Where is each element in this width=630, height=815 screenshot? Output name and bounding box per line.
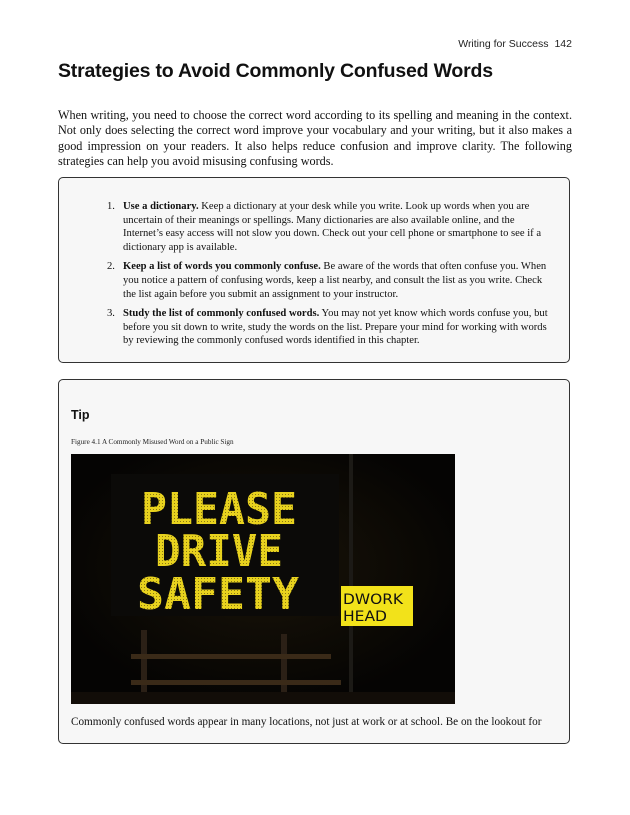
strategies-box — [58, 177, 570, 363]
tip-label: Tip — [71, 408, 90, 422]
sign-line-please: PLEASE — [141, 484, 297, 535]
strategy-item — [107, 200, 551, 254]
sign-line-drive: DRIVE — [155, 526, 283, 577]
small-sign-line-1: DWORK — [343, 592, 404, 608]
strategy-item — [107, 307, 551, 348]
figure-caption: Figure 4.1 A Commonly Misused Word on a Public Sign — [71, 438, 234, 446]
strategy-item — [107, 260, 551, 301]
strategy-number: 2. — [107, 261, 115, 273]
sign-line-safety: SAFETY — [137, 569, 300, 620]
strategies-list — [107, 200, 551, 354]
page-number: 142 — [554, 38, 572, 50]
sign-photo-svg — [71, 454, 455, 704]
strategy-heading: Study the list of commonly confused words. — [123, 308, 320, 320]
strategy-heading: Keep a list of words you commonly confuse. — [123, 261, 321, 273]
page-title: Strategies to Avoid Commonly Confused Words — [58, 60, 493, 82]
sign-photo — [71, 454, 455, 704]
small-sign-line-2: HEAD — [343, 609, 387, 625]
strategy-text: Keep a dictionary at your desk while you write. Look up words when you are uncertain of their meanings or spellings. Many dictionaries are also available online, and the Internet’s easy access will not slow you down. Check out your cell phone or smartphone to see if a dictionary app is available. — [123, 201, 542, 253]
strategy-heading: Use a dictionary. — [123, 201, 199, 212]
strategy-text: Be aware of the words that often confuse you. When you notice a pattern of confusing words, keep a list nearby, and consult the list as you write. Check the list again before you submit an assignment to your instructor. — [123, 261, 547, 300]
strategy-number: 1. — [107, 201, 115, 212]
tip-body-text: Commonly confused words appear in many locations, not just at work or at school. Be on the lookout for — [71, 716, 542, 728]
strategy-text: You may not yet know which words confuse you, but before you sit down to write, study the words on the list. Prepare your mind for working with words by reviewing the commonly confused words identified in this chapter. — [123, 308, 548, 347]
header-section: Writing for Success — [458, 38, 549, 50]
intro-paragraph: When writing, you need to choose the correct word according to its spelling and meaning in the context. Not only does selecting the correct word improve your vocabulary and your writing, but it also makes a good impression on your readers. It also helps reduce confusion and improve clarity. The following strategies can help you avoid misusing confusing words. — [58, 108, 572, 168]
running-header — [458, 38, 572, 50]
tip-box — [58, 379, 570, 744]
strategy-number: 3. — [107, 308, 115, 320]
